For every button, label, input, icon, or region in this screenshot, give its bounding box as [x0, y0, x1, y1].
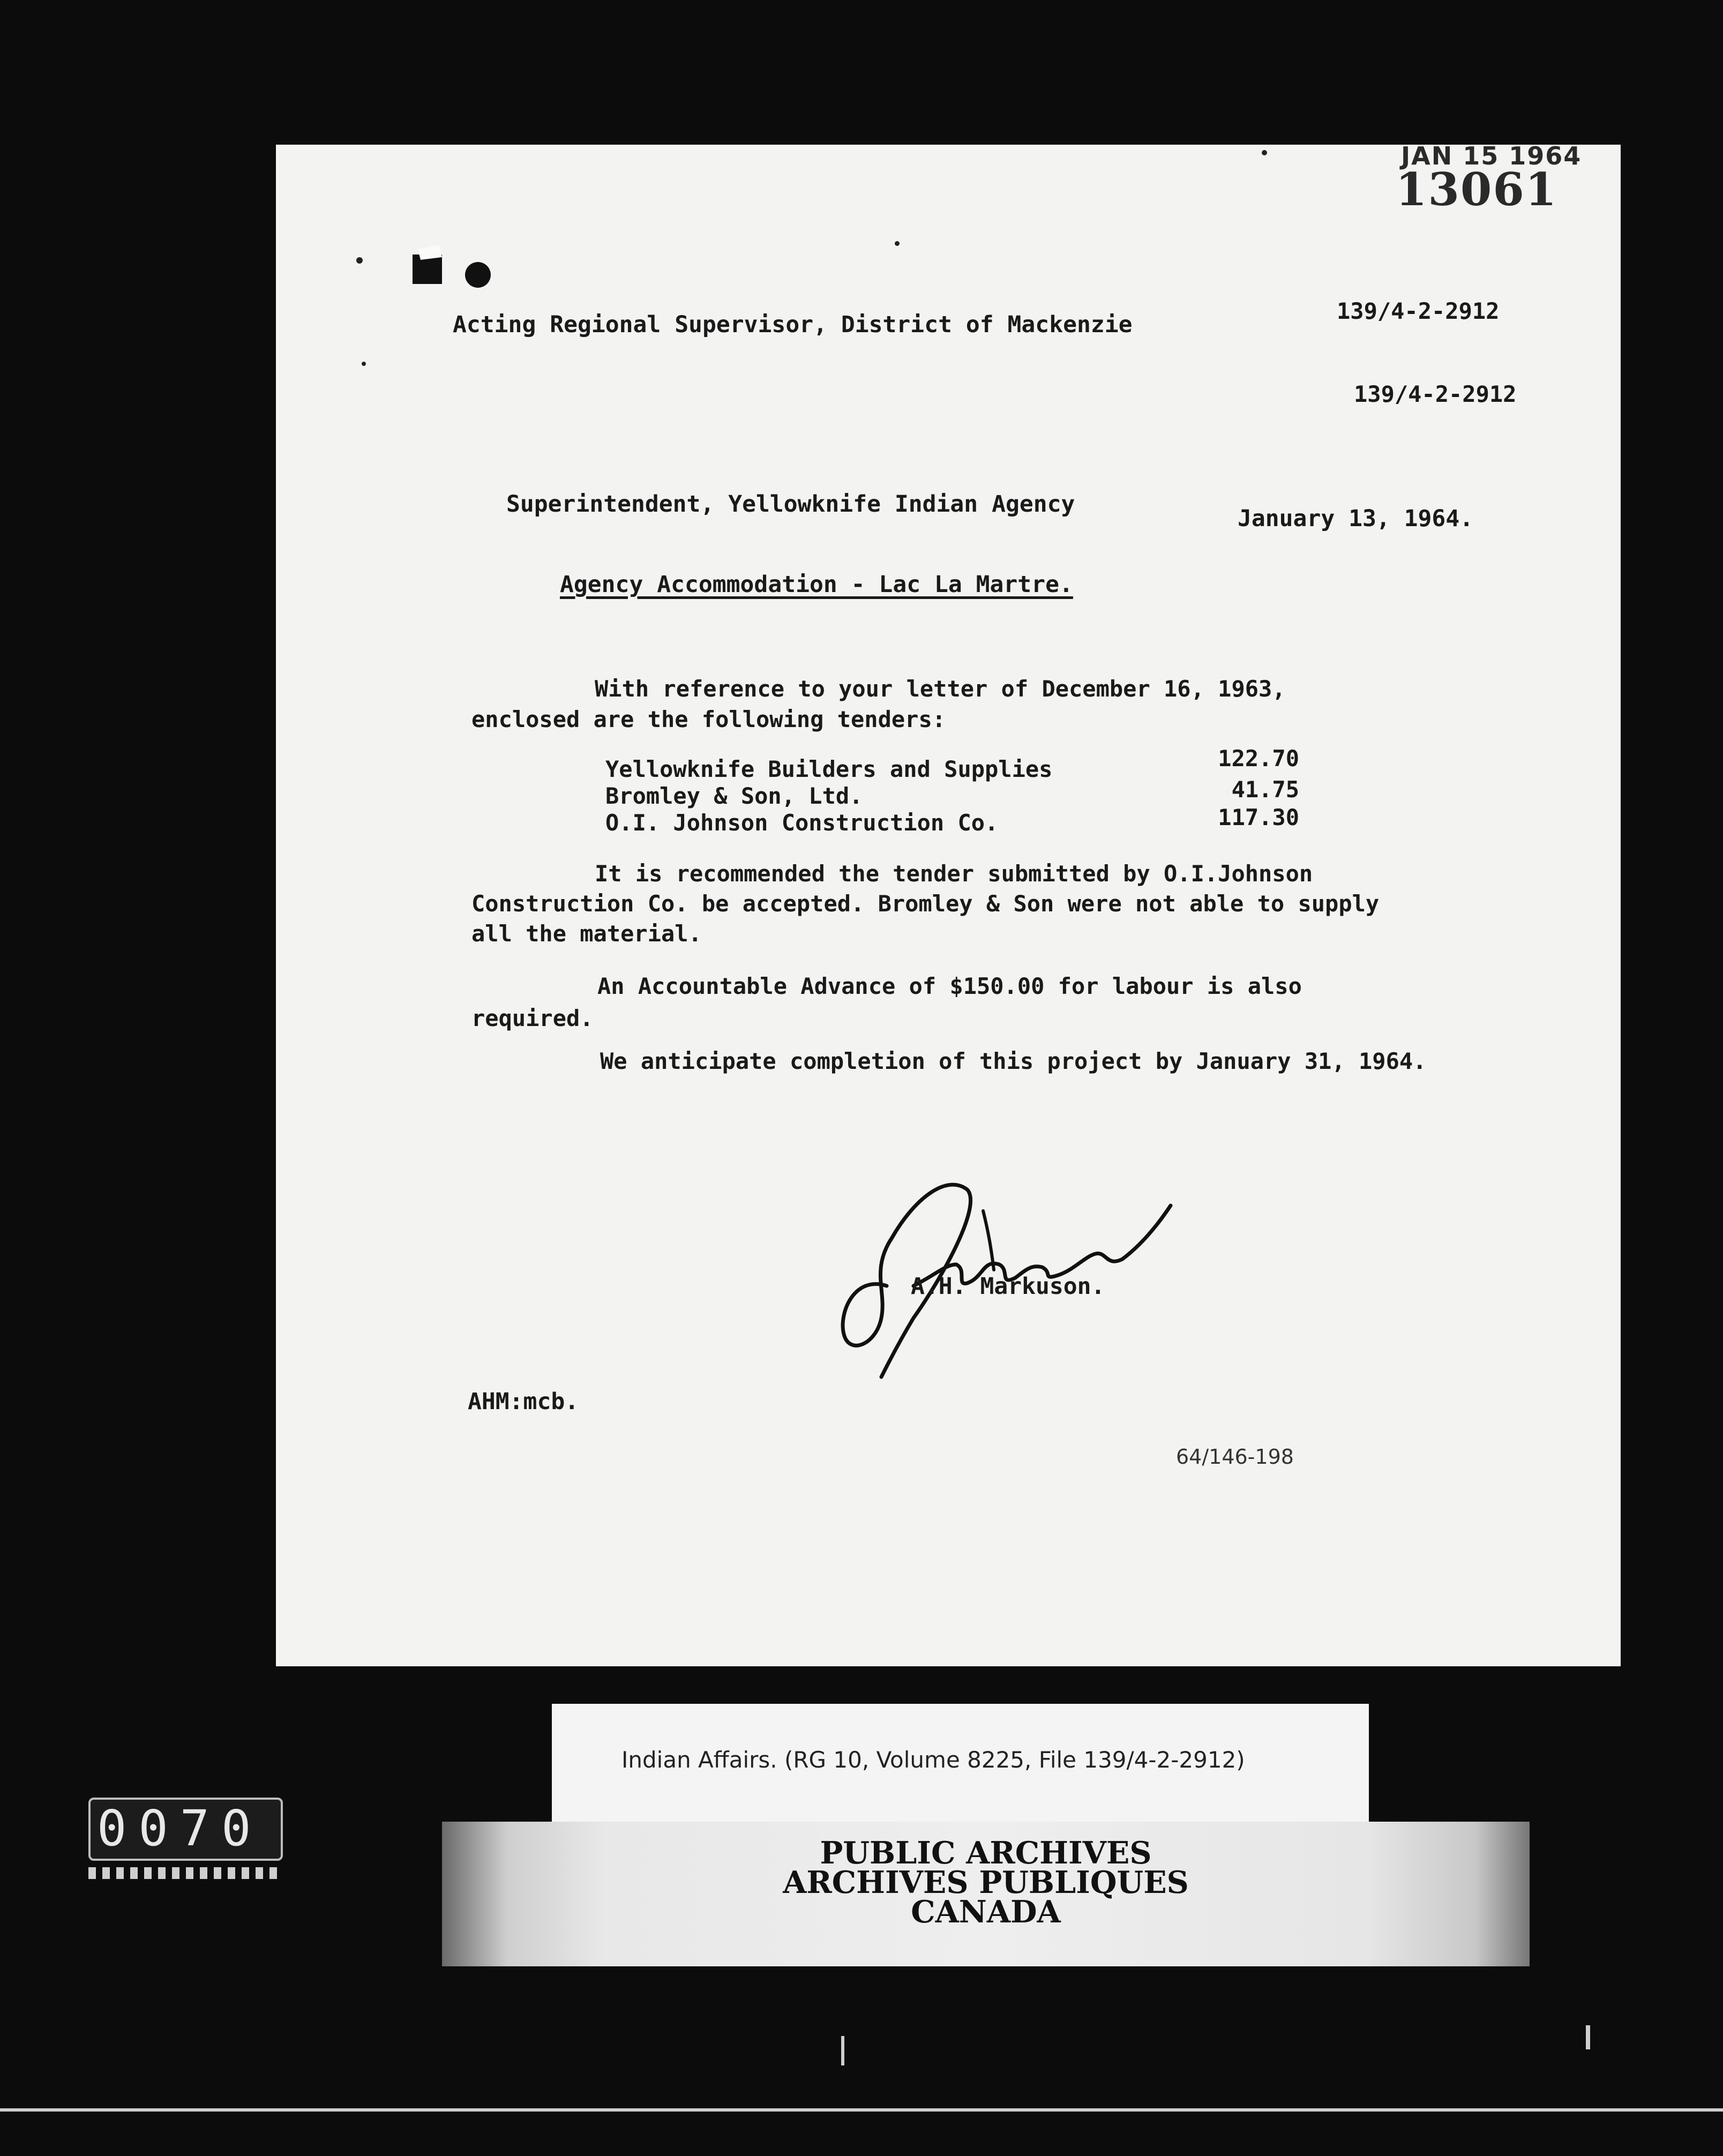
received-date-stamp: JAN 15 1964: [1401, 145, 1582, 170]
subject-line: Agency Accommodation - Lac La Martre.: [560, 571, 1073, 598]
speck: [895, 241, 900, 246]
handwritten-file-number: 64/146-198: [1176, 1445, 1294, 1469]
film-mark: [1586, 2025, 1590, 2049]
speck: [1262, 150, 1267, 155]
tender-amount: 41.75: [1231, 776, 1299, 803]
sender-line: Acting Regional Supervisor, District of Mackenzie: [453, 311, 1133, 338]
film-mark: [841, 2036, 844, 2065]
letter-date: January 13, 1964.: [1238, 505, 1474, 532]
paragraph-line: An Accountable Advance of $150.00 for labour is also: [597, 973, 1302, 999]
microfilm-frame-counter: [88, 1798, 283, 1861]
tender-amount: 122.70: [1218, 745, 1299, 772]
paragraph-line: With reference to your letter of December 16, 1963,: [595, 676, 1286, 702]
archive-stamp: [442, 1822, 1530, 1966]
film-edge: [0, 2108, 1723, 2112]
file-reference: 139/4-2-2912: [1337, 298, 1500, 324]
tender-vendor: Yellowknife Builders and Supplies: [605, 756, 1053, 782]
tender-vendor: O.I. Johnson Construction Co.: [605, 810, 999, 836]
paragraph-line: enclosed are the following tenders:: [471, 706, 946, 732]
speck: [356, 257, 363, 264]
paragraph-line: It is recommended the tender submitted by O.I.Johnson: [595, 860, 1313, 887]
frame-counter-digits: 0070: [97, 1800, 263, 1857]
punch-hole-marks: [396, 233, 504, 292]
paragraph-line: required.: [471, 1005, 594, 1031]
speck: [362, 362, 366, 366]
archive-stamp-line: ARCHIVES PUBLIQUES: [783, 1865, 1189, 1900]
tender-vendor: Bromley & Son, Ltd.: [605, 783, 863, 809]
tender-amount: 117.30: [1218, 804, 1299, 830]
handwritten-signature: [806, 1141, 1181, 1382]
recipient-line: Superintendent, Yellowknife Indian Agency: [506, 491, 1075, 518]
paragraph-line: Construction Co. be accepted. Bromley & Son were not able to supply: [471, 890, 1380, 917]
paragraph-line: We anticipate completion of this project by January 31, 1964.: [600, 1048, 1427, 1074]
signer-name: A.H. Markuson.: [911, 1273, 1105, 1300]
archive-citation: Indian Affairs. (RG 10, Volume 8225, File 139/4-2-2912): [621, 1747, 1245, 1773]
registry-number-stamp: 13061: [1396, 163, 1558, 216]
file-reference: 139/4-2-2912: [1354, 381, 1517, 407]
archive-stamp-line: CANADA: [911, 1894, 1061, 1930]
paragraph-line: all the material.: [471, 920, 702, 947]
typist-initials: AHM:mcb.: [468, 1388, 579, 1415]
film-perforations: [88, 1867, 283, 1879]
archive-stamp-line: PUBLIC ARCHIVES: [820, 1835, 1152, 1871]
letter-page: [276, 145, 1621, 1666]
